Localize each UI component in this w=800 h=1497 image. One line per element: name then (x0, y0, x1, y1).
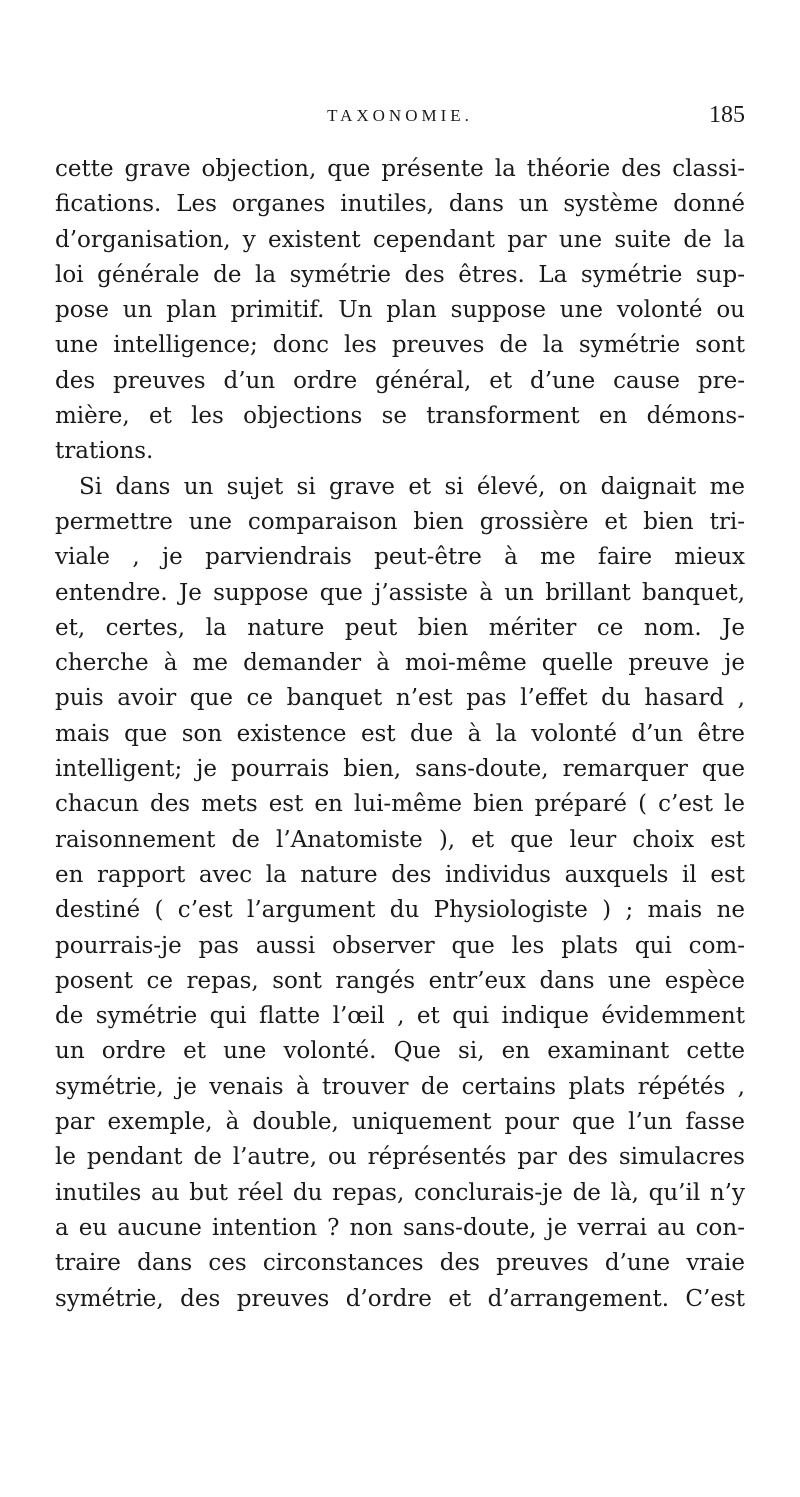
text-line: par exemple, à double, uniquement pour que l’un fasse (55, 1109, 745, 1136)
text-line: raisonnement de l’Anatomiste ), et que leur choix est (55, 826, 745, 853)
running-title: TAXONOMIE. (327, 106, 473, 125)
text-line: chacun des mets est en lui-même bien préparé ( c’est le (55, 791, 745, 818)
text-line: posent ce repas, sont rangés entr’eux dans une espèce (55, 967, 745, 994)
text-line: un ordre et une volonté. Que si, en examinant cette (55, 1038, 745, 1065)
text-line: mière, et les objections se transforment en démons- (55, 403, 745, 430)
text-line: cherche à me demander à moi-même quelle preuve je (55, 650, 745, 677)
text-line: cette grave objection, que présente la théorie des classi- (55, 156, 745, 182)
page-number: 185 (709, 102, 745, 128)
text-line: symétrie, je venais à trouver de certains plats répétés , (55, 1073, 745, 1100)
text-line: trations. (55, 438, 154, 465)
text-line: et, certes, la nature peut bien mériter ce nom. Je (55, 614, 745, 641)
text-line: viale , je parviendrais peut-être à me faire mieux (55, 544, 745, 571)
text-line: de symétrie qui flatte l’œil , et qui indique évidemment (55, 1003, 745, 1030)
text-line: mais que son existence est due à la volonté d’un être (55, 720, 745, 747)
page-header (55, 102, 745, 142)
text-line: a eu aucune intention ? non sans-doute, je verrai au con- (55, 1214, 745, 1241)
text-line: puis avoir que ce banquet n’est pas l’effet du hasard , (55, 685, 745, 712)
text-line: des preuves d’un ordre général, et d’une cause pre- (55, 367, 745, 394)
text-line: loi générale de la symétrie des êtres. La symétrie sup- (55, 261, 745, 288)
text-line: pourrais-je pas aussi observer que les plats qui com- (55, 932, 745, 959)
text-line: traire dans ces circonstances des preuves d’une vraie (55, 1250, 745, 1277)
text-line: permettre une comparaison bien grossière et bien tri- (55, 508, 745, 535)
text-line: intelligent; je pourrais bien, sans-doute, remarquer que (55, 756, 745, 783)
text-line: destiné ( c’est l’argument du Physiologiste ) ; mais ne (55, 897, 745, 924)
body-text (55, 152, 745, 1317)
text-line: une intelligence; donc les preuves de la symétrie sont (55, 332, 745, 359)
text-line: entendre. Je suppose que j’assiste à un brillant banquet, (55, 579, 745, 606)
text-line: d’organisation, y existent cependant par une suite de la (55, 226, 745, 253)
text-line: inutiles au but réel du repas, conclurais-je de là, qu’il n’y (55, 1179, 745, 1206)
text-line: le pendant de l’autre, ou réprésentés par des simulacres (55, 1144, 745, 1171)
text-line: en rapport avec la nature des individus auxquels il est (55, 861, 745, 888)
text-line: Si dans un sujet si grave et si élevé, on daignait me (79, 473, 745, 500)
text-line: pose un plan primitif. Un plan suppose une volonté ou (55, 297, 745, 324)
text-line: fications. Les organes inutiles, dans un système donné (55, 191, 745, 218)
text-line: symétrie, des preuves d’ordre et d’arrangement. C’est (55, 1285, 745, 1312)
